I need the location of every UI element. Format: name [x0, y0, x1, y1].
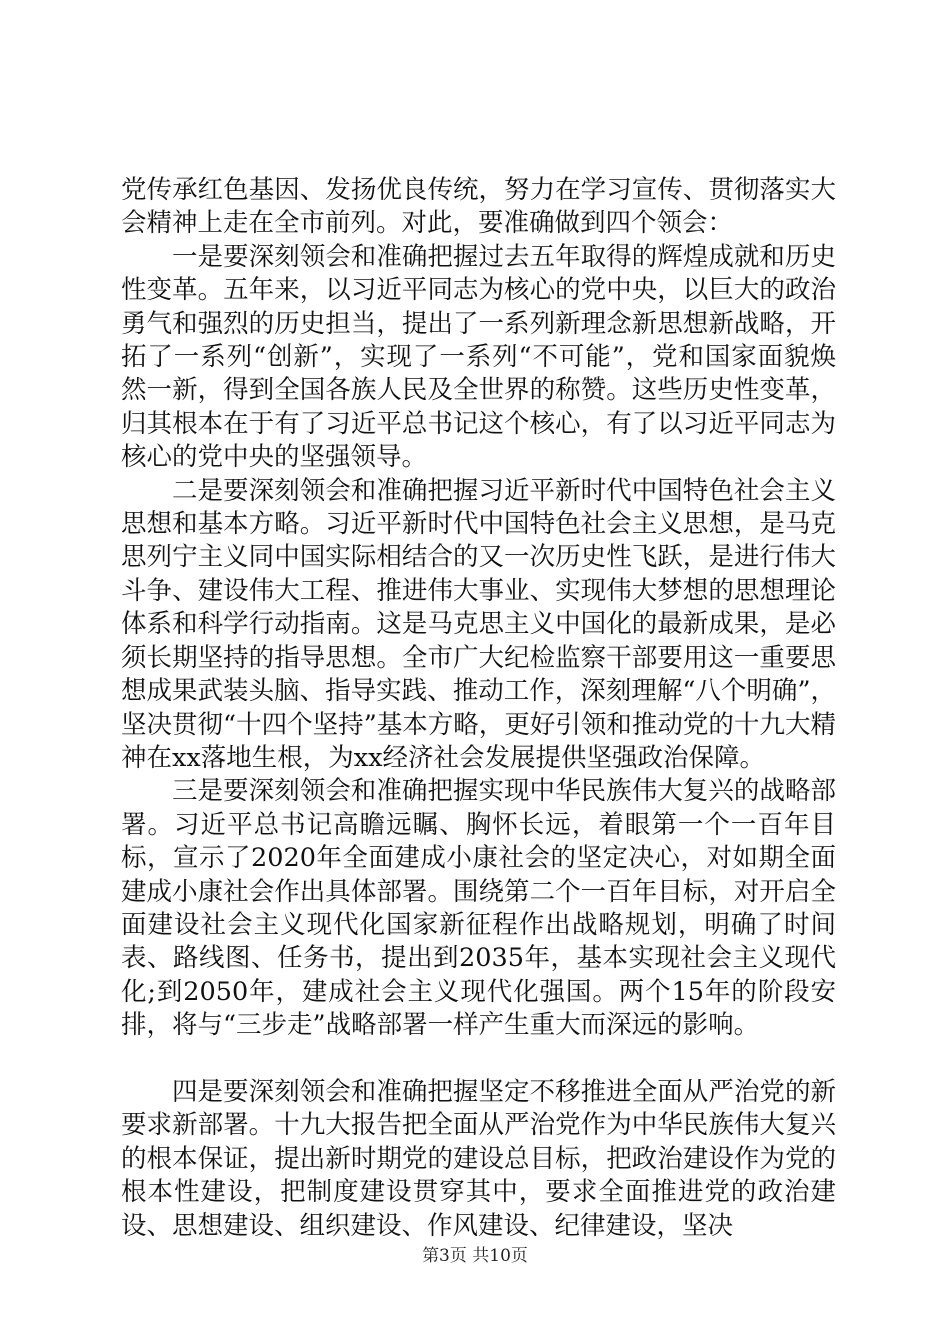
paragraph-point-one: 一是要深刻领会和准确把握过去五年取得的辉煌成就和历史性变革。五年来，以习近平同志为核心的党中央，以巨大的政治勇气和强烈的历史担当，提出了一系列新理念新思想新战略，开拓了一系列“创新”，实现了一系列“不可能”，党和国家面貌焕然一新，得到全国各族人民及全世界的称赞。这些历史性变革，归其根本在于有了习近平总书记这个核心，有了以习近平同志为核心的党中央的坚强领导。	[121, 241, 836, 473]
paragraph-point-two: 二是要深刻领会和准确把握习近平新时代中国特色社会主义思想和基本方略。习近平新时代中国特色社会主义思想，是马克思列宁主义同中国实际相结合的又一次历史性飞跃，是进行伟大斗争、建设伟大工程、推进伟大事业、实现伟大梦想的思想理论体系和科学行动指南。这是马克思主义中国化的最新成果，是必须长期坚持的指导思想。全市广大纪检监察干部要用这一重要思想成果武装头脑、指导实践、推动工作，深刻理解“八个明确”，坚决贯彻“十四个坚持”基本方略，更好引领和推动党的十九大精神在xx落地生根，为xx经济社会发展提供坚强政治保障。	[121, 475, 836, 773]
page-footer: 第3页 共10页	[422, 1246, 528, 1266]
paragraph-point-four: 四是要深刻领会和准确把握坚定不移推进全面从严治党的新要求新部署。十九大报告把全面从严治党作为中华民族伟大复兴的根本保证，提出新时期党的建设总目标，把政治建设作为党的根本性建设，把制度建设贯穿其中，要求全面推进党的政治建设、思想建设、组织建设、作风建设、纪律建设，坚决	[121, 1076, 836, 1241]
paragraph-point-three: 三是要深刻领会和准确把握实现中华民族伟大复兴的战略部署。习近平总书记高瞻远瞩、胸怀长远，着眼第一个一百年目标，宣示了2020年全面建成小康社会的坚定决心，对如期全面建成小康社会作出具体部署。围绕第二个一百年目标，对开启全面建设社会主义现代化国家新征程作出战略规划，明确了时间表、路线图、任务书，提出到2035年，基本实现社会主义现代化;到2050年，建成社会主义现代化强国。两个15年的阶段安排，将与“三步走”战略部署一样产生重大而深远的影响。	[121, 776, 836, 1041]
document-body	[121, 174, 836, 1243]
paragraph-continuation: 党传承红色基因、发扬优良传统，努力在学习宣传、贯彻落实大会精神上走在全市前列。对此，要准确做到四个领会：	[121, 175, 836, 239]
